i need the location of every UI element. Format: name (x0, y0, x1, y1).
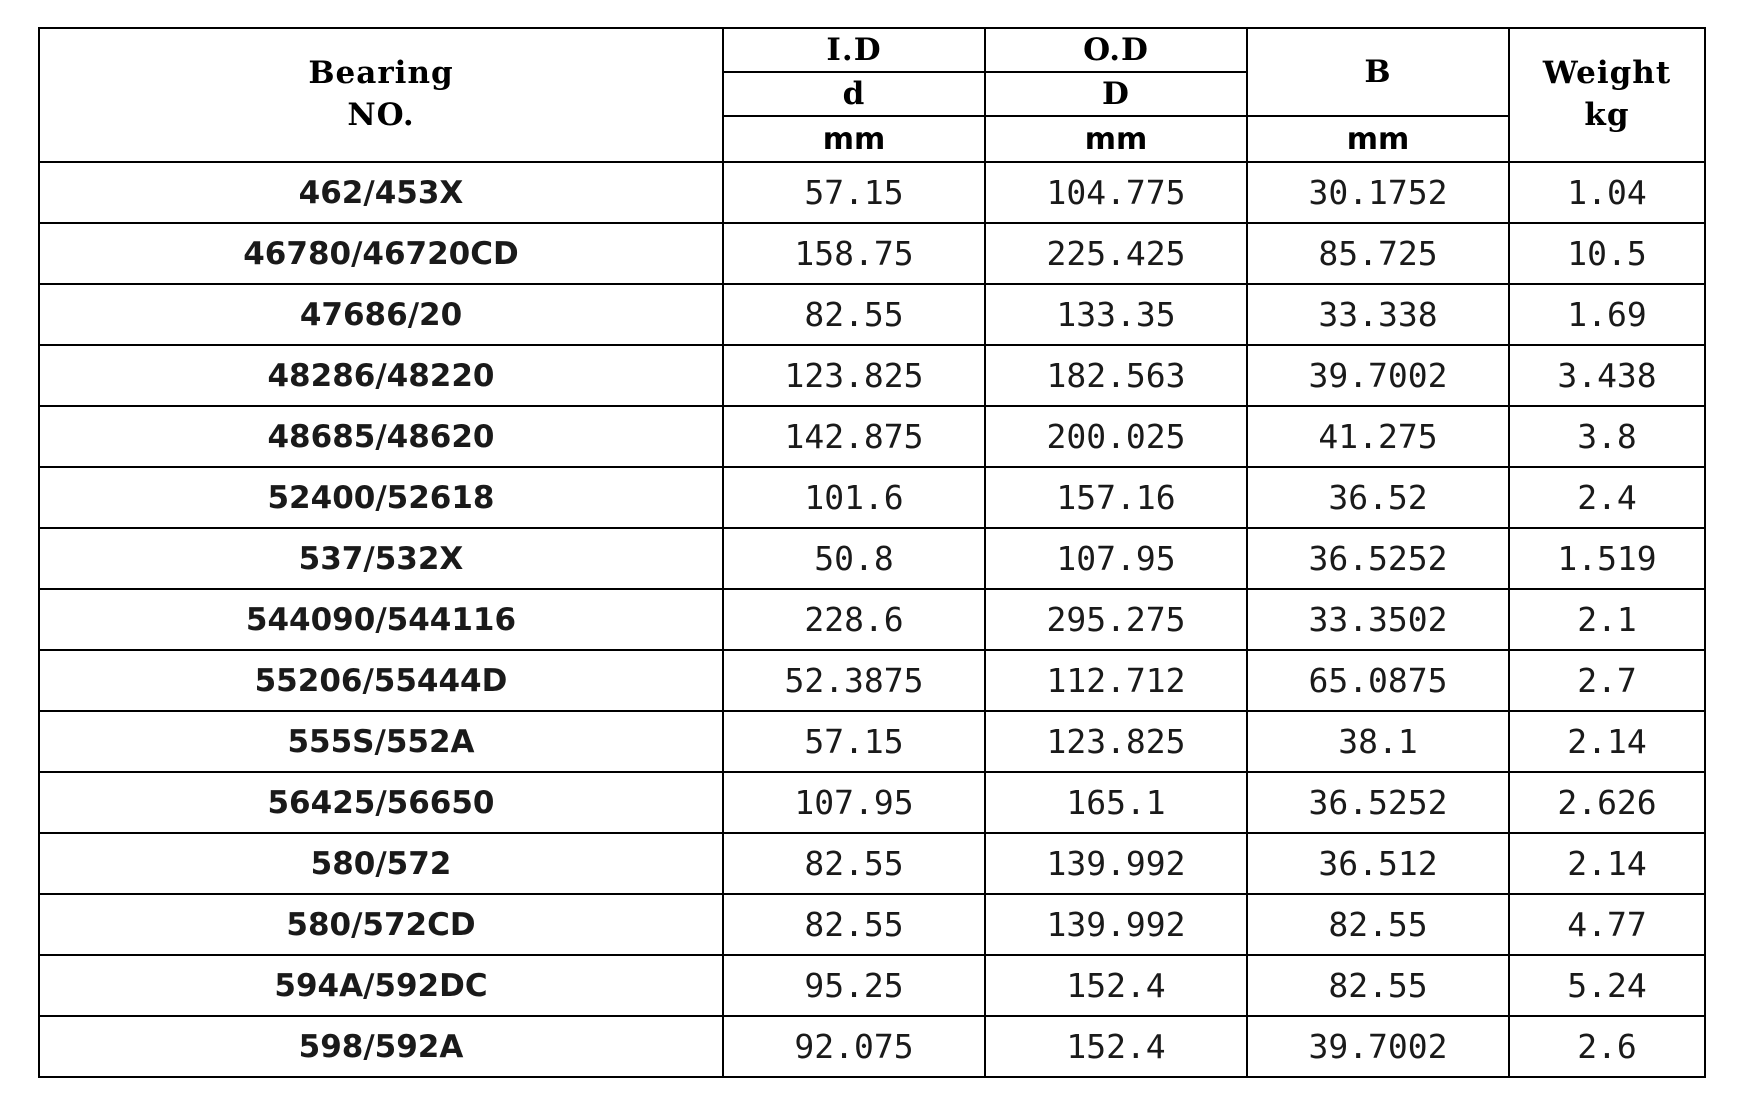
weight-cell: 2.1 (1509, 589, 1705, 650)
header-od-unit: mm (985, 116, 1247, 162)
weight-cell: 2.4 (1509, 467, 1705, 528)
bearing-no-cell: 55206/55444D (39, 650, 723, 711)
od-cell: 200.025 (985, 406, 1247, 467)
table-row (39, 284, 1705, 345)
table-row (39, 894, 1705, 955)
b-cell: 36.5252 (1247, 772, 1509, 833)
id-cell: 158.75 (723, 223, 985, 284)
header-weight (1509, 28, 1705, 162)
b-cell: 30.1752 (1247, 162, 1509, 223)
id-cell: 57.15 (723, 711, 985, 772)
id-cell: 142.875 (723, 406, 985, 467)
b-cell: 36.5252 (1247, 528, 1509, 589)
b-cell: 36.52 (1247, 467, 1509, 528)
id-cell: 52.3875 (723, 650, 985, 711)
id-cell: 95.25 (723, 955, 985, 1016)
b-cell: 33.3502 (1247, 589, 1509, 650)
od-cell: 225.425 (985, 223, 1247, 284)
weight-cell: 10.5 (1509, 223, 1705, 284)
bearing-no-cell: 48685/48620 (39, 406, 723, 467)
b-cell: 82.55 (1247, 894, 1509, 955)
weight-cell: 1.519 (1509, 528, 1705, 589)
table-row (39, 1016, 1705, 1077)
bearing-no-cell: 537/532X (39, 528, 723, 589)
id-cell: 57.15 (723, 162, 985, 223)
weight-cell: 1.04 (1509, 162, 1705, 223)
bearing-no-cell: 555S/552A (39, 711, 723, 772)
od-cell: 165.1 (985, 772, 1247, 833)
bearing-no-cell: 580/572 (39, 833, 723, 894)
od-cell: 107.95 (985, 528, 1247, 589)
header-od-symbol: D (985, 72, 1247, 116)
id-cell: 82.55 (723, 833, 985, 894)
weight-cell: 1.69 (1509, 284, 1705, 345)
weight-cell: 2.6 (1509, 1016, 1705, 1077)
b-cell: 38.1 (1247, 711, 1509, 772)
table-row (39, 406, 1705, 467)
bearing-no-cell: 52400/52618 (39, 467, 723, 528)
b-cell: 39.7002 (1247, 345, 1509, 406)
header-b: B (1247, 28, 1509, 116)
od-cell: 133.35 (985, 284, 1247, 345)
header-weight-line2: kg (1584, 97, 1630, 133)
id-cell: 92.075 (723, 1016, 985, 1077)
bearing-no-cell: 56425/56650 (39, 772, 723, 833)
header-bearing-no-line1: Bearing (308, 55, 454, 92)
bearing-no-cell: 544090/544116 (39, 589, 723, 650)
bearing-no-cell: 46780/46720CD (39, 223, 723, 284)
header-id: I.D (723, 28, 985, 72)
table-row (39, 711, 1705, 772)
od-cell: 295.275 (985, 589, 1247, 650)
header-id-symbol: d (723, 72, 985, 116)
table-row (39, 528, 1705, 589)
b-cell: 82.55 (1247, 955, 1509, 1016)
id-cell: 50.8 (723, 528, 985, 589)
id-cell: 228.6 (723, 589, 985, 650)
table-row (39, 833, 1705, 894)
weight-cell: 2.14 (1509, 711, 1705, 772)
weight-cell: 4.77 (1509, 894, 1705, 955)
b-cell: 41.275 (1247, 406, 1509, 467)
header-b-unit: mm (1247, 116, 1509, 162)
b-cell: 85.725 (1247, 223, 1509, 284)
id-cell: 101.6 (723, 467, 985, 528)
id-cell: 123.825 (723, 345, 985, 406)
header-bearing-no-line2: NO. (347, 97, 415, 133)
bearing-no-cell: 580/572CD (39, 894, 723, 955)
header-od: O.D (985, 28, 1247, 72)
table-row (39, 650, 1705, 711)
b-cell: 39.7002 (1247, 1016, 1509, 1077)
od-cell: 123.825 (985, 711, 1247, 772)
header-row-top (39, 28, 1705, 72)
od-cell: 139.992 (985, 894, 1247, 955)
od-cell: 112.712 (985, 650, 1247, 711)
b-cell: 65.0875 (1247, 650, 1509, 711)
weight-cell: 5.24 (1509, 955, 1705, 1016)
id-cell: 107.95 (723, 772, 985, 833)
weight-cell: 2.7 (1509, 650, 1705, 711)
table-row (39, 467, 1705, 528)
od-cell: 157.16 (985, 467, 1247, 528)
id-cell: 82.55 (723, 284, 985, 345)
weight-cell: 2.626 (1509, 772, 1705, 833)
bearing-no-cell: 462/453X (39, 162, 723, 223)
bearing-no-cell: 594A/592DC (39, 955, 723, 1016)
table-row (39, 589, 1705, 650)
weight-cell: 2.14 (1509, 833, 1705, 894)
bearing-spec-table (38, 27, 1706, 1078)
table-row (39, 162, 1705, 223)
table-row (39, 955, 1705, 1016)
b-cell: 33.338 (1247, 284, 1509, 345)
table-row (39, 345, 1705, 406)
table-row (39, 223, 1705, 284)
b-cell: 36.512 (1247, 833, 1509, 894)
header-id-unit: mm (723, 116, 985, 162)
id-cell: 82.55 (723, 894, 985, 955)
table-row (39, 772, 1705, 833)
header-bearing-no (39, 28, 723, 162)
od-cell: 152.4 (985, 1016, 1247, 1077)
weight-cell: 3.438 (1509, 345, 1705, 406)
bearing-no-cell: 48286/48220 (39, 345, 723, 406)
bearing-no-cell: 47686/20 (39, 284, 723, 345)
header-weight-line1: Weight (1542, 55, 1672, 92)
od-cell: 104.775 (985, 162, 1247, 223)
bearing-no-cell: 598/592A (39, 1016, 723, 1077)
od-cell: 139.992 (985, 833, 1247, 894)
od-cell: 152.4 (985, 955, 1247, 1016)
od-cell: 182.563 (985, 345, 1247, 406)
weight-cell: 3.8 (1509, 406, 1705, 467)
